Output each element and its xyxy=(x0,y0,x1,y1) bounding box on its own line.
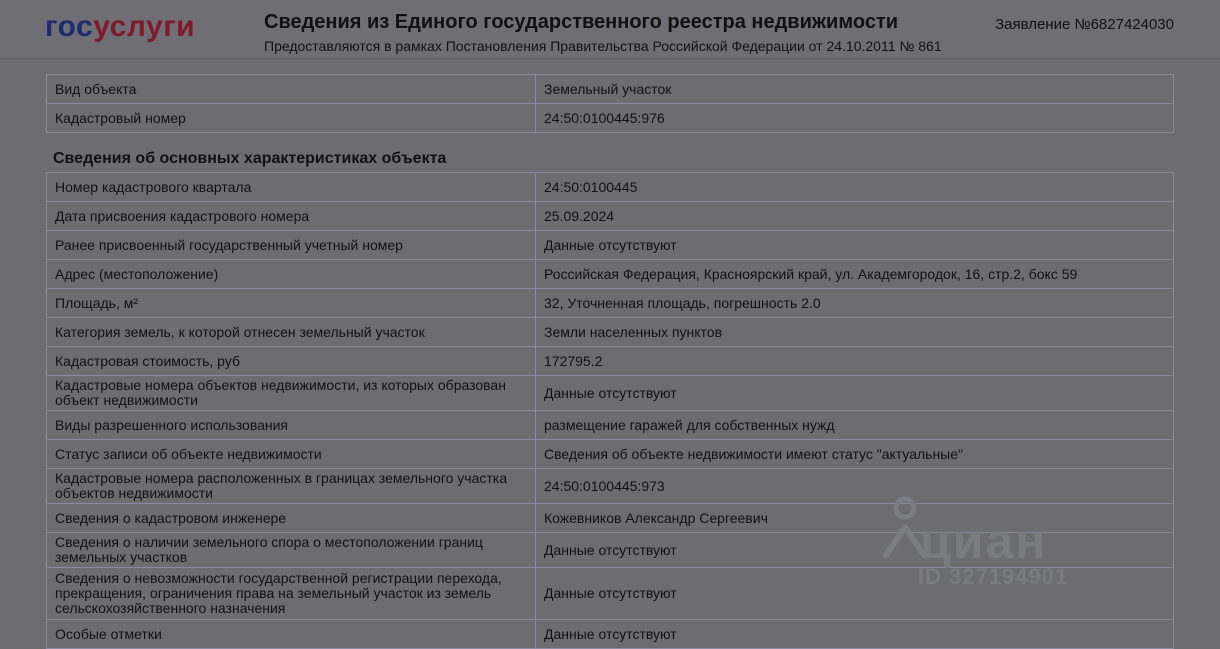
table-row xyxy=(47,440,1174,469)
table-row xyxy=(47,411,1174,440)
row-value: 25.09.2024 xyxy=(536,202,1174,231)
row-label: Кадастровая стоимость, руб xyxy=(47,347,536,376)
row-value: Данные отсутствуют xyxy=(536,376,1174,411)
table-row xyxy=(47,231,1174,260)
section-title: Сведения об основных характеристиках объекта xyxy=(53,150,447,167)
table-row xyxy=(47,504,1174,533)
document-title: Сведения из Единого государственного реестра недвижимости xyxy=(264,11,899,33)
row-value: 24:50:0100445:973 xyxy=(536,469,1174,504)
row-label: Площадь, м² xyxy=(47,289,536,318)
row-value: размещение гаражей для собственных нужд xyxy=(536,411,1174,440)
row-value: 24:50:0100445:976 xyxy=(536,104,1174,133)
row-value: 24:50:0100445 xyxy=(536,173,1174,202)
logo-part-gos: гос xyxy=(45,10,94,43)
table-row xyxy=(47,260,1174,289)
table-row xyxy=(47,568,1174,620)
row-value: Данные отсутствуют xyxy=(536,620,1174,649)
object-identification-table xyxy=(46,74,1174,133)
table-row xyxy=(47,347,1174,376)
row-value: Сведения об объекте недвижимости имеют статус "актуальные" xyxy=(536,440,1174,469)
row-value: 172795.2 xyxy=(536,347,1174,376)
characteristics-table xyxy=(46,172,1174,649)
table-row xyxy=(47,318,1174,347)
application-number: Заявление №6827424030 xyxy=(995,16,1174,33)
document-header xyxy=(0,0,1220,59)
row-label: Виды разрешенного использования xyxy=(47,411,536,440)
row-value: 32, Уточненная площадь, погрешность 2.0 xyxy=(536,289,1174,318)
row-label: Сведения о невозможности государственной регистрации перехода, прекращения, ограничения права на земельный участок из земель сельскохозяйственного назначения xyxy=(47,568,536,620)
row-label: Адрес (местоположение) xyxy=(47,260,536,289)
row-label: Номер кадастрового квартала xyxy=(47,173,536,202)
row-label: Кадастровые номера расположенных в границах земельного участка объектов недвижимости xyxy=(47,469,536,504)
table-row xyxy=(47,173,1174,202)
table-row xyxy=(47,289,1174,318)
table-row xyxy=(47,469,1174,504)
row-label: Особые отметки xyxy=(47,620,536,649)
row-value: Земельный участок xyxy=(536,75,1174,104)
row-label: Сведения о кадастровом инженере xyxy=(47,504,536,533)
row-label: Ранее присвоенный государственный учетный номер xyxy=(47,231,536,260)
row-value: Земли населенных пунктов xyxy=(536,318,1174,347)
row-value: Российская Федерация, Красноярский край, ул. Академгородок, 16, стр.2, бокс 59 xyxy=(536,260,1174,289)
row-value: Данные отсутствуют xyxy=(536,231,1174,260)
watermark-brand: циан xyxy=(920,513,1048,569)
logo-part-uslugi: услуги xyxy=(93,10,196,43)
gosuslugi-logo[interactable] xyxy=(45,9,195,45)
table-row xyxy=(47,376,1174,411)
table-row xyxy=(47,620,1174,649)
row-value: Данные отсутствуют xyxy=(536,568,1174,620)
row-value: Кожевников Александр Сергеевич xyxy=(536,504,1174,533)
row-label: Вид объекта xyxy=(47,75,536,104)
table-row xyxy=(47,75,1174,104)
row-label: Кадастровый номер xyxy=(47,104,536,133)
row-value: Данные отсутствуют xyxy=(536,533,1174,568)
table-row xyxy=(47,533,1174,568)
watermark-id: ID 327194901 xyxy=(918,564,1069,589)
table-row xyxy=(47,202,1174,231)
document-subtitle: Предоставляются в рамках Постановления Правительства Российской Федерации от 24.10.2011 № 861 xyxy=(264,38,942,54)
row-label: Категория земель, к которой отнесен земельный участок xyxy=(47,318,536,347)
table-row xyxy=(47,104,1174,133)
row-label: Кадастровые номера объектов недвижимости, из которых образован объект недвижимости xyxy=(47,376,536,411)
row-label: Статус записи об объекте недвижимости xyxy=(47,440,536,469)
row-label: Сведения о наличии земельного спора о местоположении границ земельных участков xyxy=(47,533,536,568)
row-label: Дата присвоения кадастрового номера xyxy=(47,202,536,231)
